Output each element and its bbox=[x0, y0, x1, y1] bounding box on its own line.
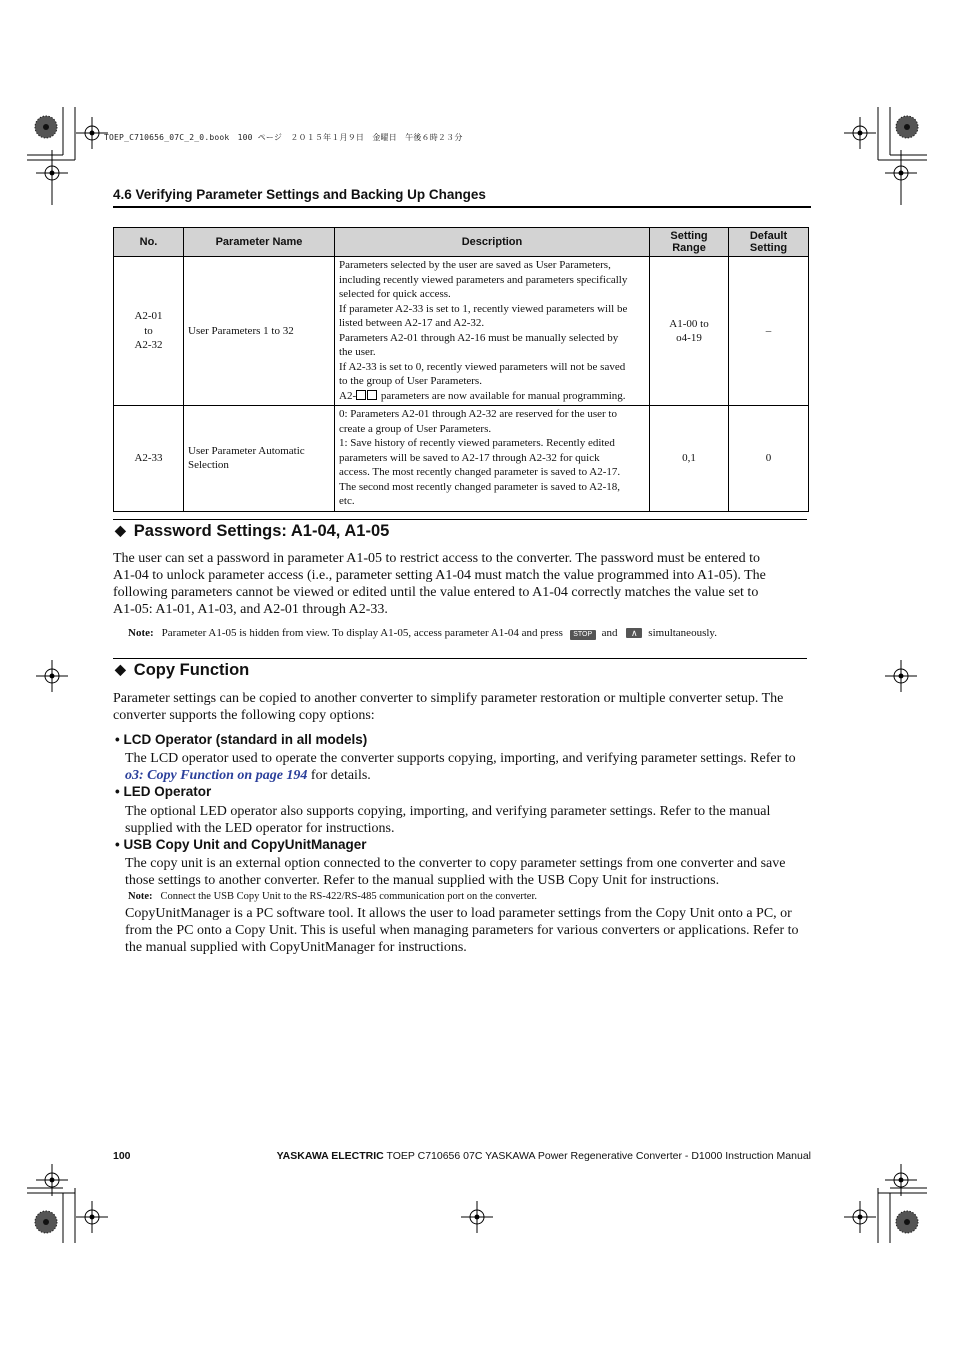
page-number: 100 bbox=[113, 1150, 131, 1162]
cell-description bbox=[335, 257, 650, 406]
desc-prefix: A2- bbox=[339, 389, 357, 402]
note-label: Note: bbox=[128, 891, 153, 902]
box-placeholder-icon bbox=[367, 390, 377, 400]
section-header: 4.6 Verifying Parameter Settings and Backing Up Changes bbox=[113, 187, 811, 208]
print-info: TOEP_C710656_07C_2_0.book 100 ページ ２０１５年１月９日 金曜日 午後６時２３分 bbox=[104, 133, 463, 142]
cell-parameter-name bbox=[184, 406, 335, 512]
usb-title: USB Copy Unit and CopyUnitManager bbox=[123, 837, 367, 852]
table-header-row bbox=[114, 228, 809, 257]
note-label: Note: bbox=[128, 627, 154, 639]
paragraph-line: converter supports the following copy options: bbox=[113, 708, 375, 723]
desc-line: 0: Parameters A2-01 through A2-32 are reserved for the user to bbox=[339, 408, 617, 420]
cell-default-setting: 0 bbox=[729, 406, 809, 512]
no-line: to bbox=[144, 324, 153, 337]
cell-no bbox=[114, 257, 184, 406]
no-line: A2-32 bbox=[134, 339, 163, 352]
paragraph-line: The user can set a password in parameter A1-05 to restrict access to the converter. The password must be entered to bbox=[113, 551, 761, 566]
note-end: simultaneously. bbox=[648, 627, 717, 639]
password-note bbox=[128, 627, 717, 640]
o3-copy-function-link[interactable]: o3: Copy Function on page 194 bbox=[125, 768, 308, 783]
parameter-table bbox=[113, 227, 809, 512]
footer-title bbox=[277, 1150, 811, 1162]
header-description: Description bbox=[335, 228, 650, 257]
diamond-icon: ◆ bbox=[115, 661, 126, 677]
paragraph-line: those settings to another converter. Refer to the manual supplied with the USB Copy Unit for instructions. bbox=[125, 873, 720, 888]
table-row bbox=[114, 257, 809, 406]
cell-no: A2-33 bbox=[114, 406, 184, 512]
paragraph-line: supplied with the LED operator for instructions. bbox=[125, 821, 395, 836]
password-heading-text: Password Settings: A1-04, A1-05 bbox=[133, 522, 390, 540]
header-parameter-name: Parameter Name bbox=[184, 228, 335, 257]
desc-line: Parameters selected by the user are saved as User Parameters, bbox=[339, 259, 611, 271]
desc-line: parameters will be saved to A2-17 through A2-32 for quick bbox=[339, 451, 600, 464]
copy-intro bbox=[113, 690, 813, 724]
cell-setting-range: 0,1 bbox=[650, 406, 729, 512]
password-paragraph bbox=[113, 550, 813, 618]
copyunitmanager-text bbox=[125, 905, 815, 956]
paragraph-line: The LCD operator used to operate the converter supports copying, importing, and verifying parameter settings. Refer to bbox=[125, 751, 796, 766]
desc-line: If A2-33 is set to 0, recently viewed parameters will not be saved bbox=[339, 360, 626, 373]
note-and: and bbox=[601, 627, 618, 639]
header-default-setting bbox=[729, 228, 809, 257]
usb-text bbox=[125, 855, 815, 889]
paragraph-line: A1-05: A1-01, A1-03, and A2-01 through A2-33. bbox=[113, 602, 388, 617]
lcd-bullet: • LCD Operator (standard in all models) bbox=[115, 732, 368, 747]
range-line: o4-19 bbox=[676, 332, 702, 344]
usb-note bbox=[128, 890, 537, 903]
paragraph-line: CopyUnitManager is a PC software tool. It allows the user to load parameter settings from the Copy Unit onto a PC, or bbox=[125, 906, 792, 921]
desc-line: create a group of User Parameters. bbox=[339, 422, 492, 435]
stop-key-icon: STOP bbox=[570, 630, 596, 640]
desc-line: The second most recently changed parameter is saved to A2-18, bbox=[339, 480, 621, 493]
name-line: Selection bbox=[188, 459, 229, 472]
copy-heading-text: Copy Function bbox=[133, 661, 250, 679]
desc-line: the user. bbox=[339, 346, 376, 358]
paragraph-line: the manual supplied with CopyUnitManager for instructions. bbox=[125, 940, 467, 955]
desc-line: access. The most recently changed parameter is saved to A2-17. bbox=[339, 466, 621, 478]
lcd-text bbox=[125, 750, 815, 784]
cell-parameter-name: User Parameters 1 to 32 bbox=[184, 257, 335, 406]
desc-line: to the group of User Parameters. bbox=[339, 375, 482, 387]
header-range-line2: Range bbox=[672, 242, 706, 254]
header-no: No. bbox=[114, 228, 184, 257]
range-line: A1-00 to bbox=[669, 317, 709, 330]
desc-line: selected for quick access. bbox=[339, 288, 451, 300]
desc-suffix: parameters are now available for manual programming. bbox=[378, 389, 626, 402]
note-text: Parameter A1-05 is hidden from view. To display A1-05, access parameter A1-04 and press bbox=[161, 627, 563, 639]
diamond-icon: ◆ bbox=[115, 522, 126, 538]
paragraph-line: The copy unit is an external option connected to the converter to copy parameter settings from one converter and save bbox=[125, 856, 786, 871]
footer-manual: TOEP C710656 07C YASKAWA Power Regenerative Converter - D1000 Instruction Manual bbox=[383, 1150, 811, 1162]
usb-bullet: • USB Copy Unit and CopyUnitManager bbox=[115, 837, 367, 852]
desc-line: 1: Save history of recently viewed parameters. Recently edited bbox=[339, 437, 615, 449]
lcd-title: LCD Operator (standard in all models) bbox=[123, 732, 368, 747]
led-title: LED Operator bbox=[123, 784, 212, 799]
header-default-line2: Setting bbox=[749, 242, 788, 254]
paragraph-line: Parameter settings can be copied to another converter to simplify parameter restoration or multiple converter setup. The bbox=[113, 691, 784, 706]
paragraph-line: following parameters cannot be viewed or edited until the value entered to A1-04 correctly matches the value set to bbox=[113, 585, 759, 600]
no-line: A2-01 bbox=[134, 310, 163, 323]
cell-description bbox=[335, 406, 650, 512]
note-text: Connect the USB Copy Unit to the RS-422/RS-485 communication port on the converter. bbox=[160, 891, 538, 902]
copy-heading bbox=[113, 658, 807, 680]
led-bullet: • LED Operator bbox=[115, 784, 212, 799]
name-line: User Parameter Automatic bbox=[188, 444, 305, 457]
desc-line: If parameter A2-33 is set to 1, recently viewed parameters will be bbox=[339, 302, 628, 315]
desc-line: listed between A2-17 and A2-32. bbox=[339, 317, 485, 329]
led-text bbox=[125, 803, 815, 837]
paragraph-line bbox=[125, 767, 815, 784]
header-range-line1: Setting bbox=[670, 230, 708, 242]
header-setting-range bbox=[650, 228, 729, 257]
box-placeholder-icon bbox=[356, 390, 366, 400]
paragraph-line: The optional LED operator also supports copying, importing, and verifying parameter settings. Refer to the manual bbox=[125, 804, 771, 819]
desc-line: etc. bbox=[339, 495, 355, 507]
password-heading bbox=[113, 519, 807, 541]
header-default-line1: Default bbox=[749, 230, 788, 242]
paragraph-line: A1-04 to unlock parameter access (i.e., parameter setting A1-04 must match the value programmed into A1-05). The bbox=[113, 568, 766, 583]
desc-line: Parameters A2-01 through A2-16 must be manually selected by bbox=[339, 331, 619, 344]
cell-default-setting: – bbox=[729, 257, 809, 406]
up-arrow-key-icon: ∧ bbox=[626, 628, 642, 638]
paragraph-line: from the PC onto a Copy Unit. This is useful when managing parameters for various converters or applications. Refer to bbox=[125, 923, 799, 938]
link-trailing-text: for details. bbox=[307, 768, 371, 783]
footer-brand: YASKAWA ELECTRIC bbox=[276, 1150, 384, 1162]
cell-setting-range bbox=[650, 257, 729, 406]
desc-line bbox=[339, 389, 645, 404]
table-row bbox=[114, 406, 809, 512]
desc-line: including recently viewed parameters and parameters specifically bbox=[339, 273, 628, 286]
